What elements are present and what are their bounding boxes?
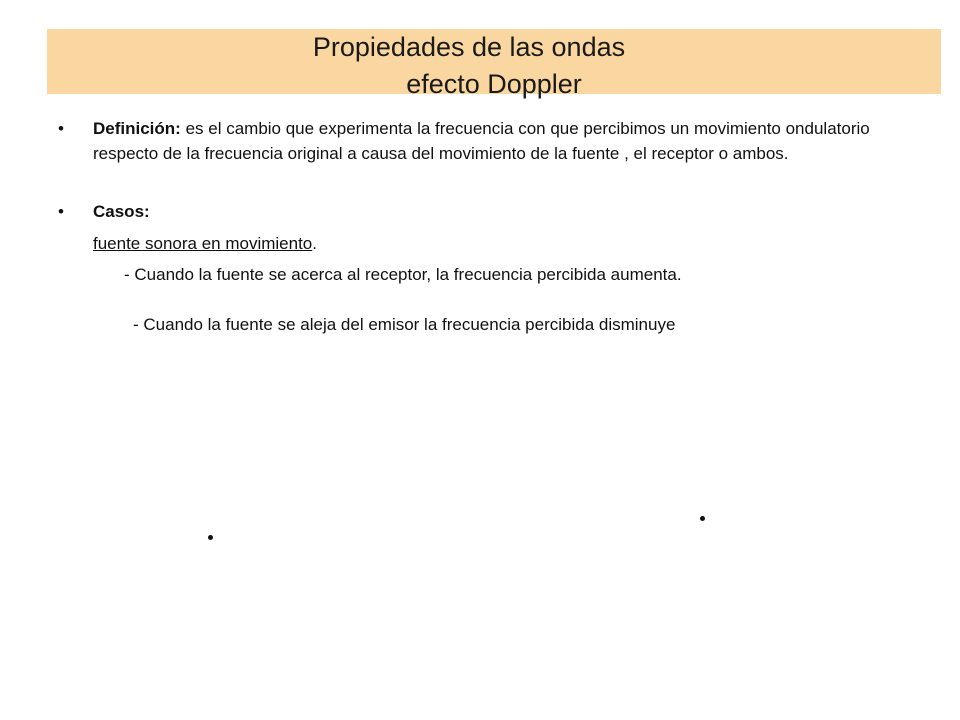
- definition-paragraph: [93, 116, 883, 166]
- definition-text: es el cambio que experimenta la frecuencia con que percibimos un movimiento ondulatorio respecto de la frecuencia original a causa del movimiento de la fuente , el receptor o ambos.: [93, 119, 870, 163]
- case-approaching: - Cuando la fuente se acerca al receptor, la frecuencia percibida aumenta.: [124, 265, 682, 284]
- decorative-dot: [208, 535, 213, 540]
- cases-heading-suffix: .: [312, 234, 317, 253]
- casos-label: Casos:: [93, 202, 150, 221]
- slide-subtitle: efecto Doppler: [406, 69, 582, 99]
- bullet-marker-casos: •: [58, 202, 64, 221]
- bullet-marker-definition: •: [58, 119, 64, 138]
- cases-heading-text: fuente sonora en movimiento: [93, 234, 313, 253]
- definition-label: Definición:: [93, 119, 181, 138]
- case-receding: - Cuando la fuente se aleja del emisor la frecuencia percibida disminuye: [133, 315, 676, 334]
- title-banner: [47, 29, 941, 99]
- slide-title: Propiedades de las ondas: [312, 32, 626, 62]
- cases-heading: [93, 231, 317, 256]
- decorative-dot: [700, 516, 705, 521]
